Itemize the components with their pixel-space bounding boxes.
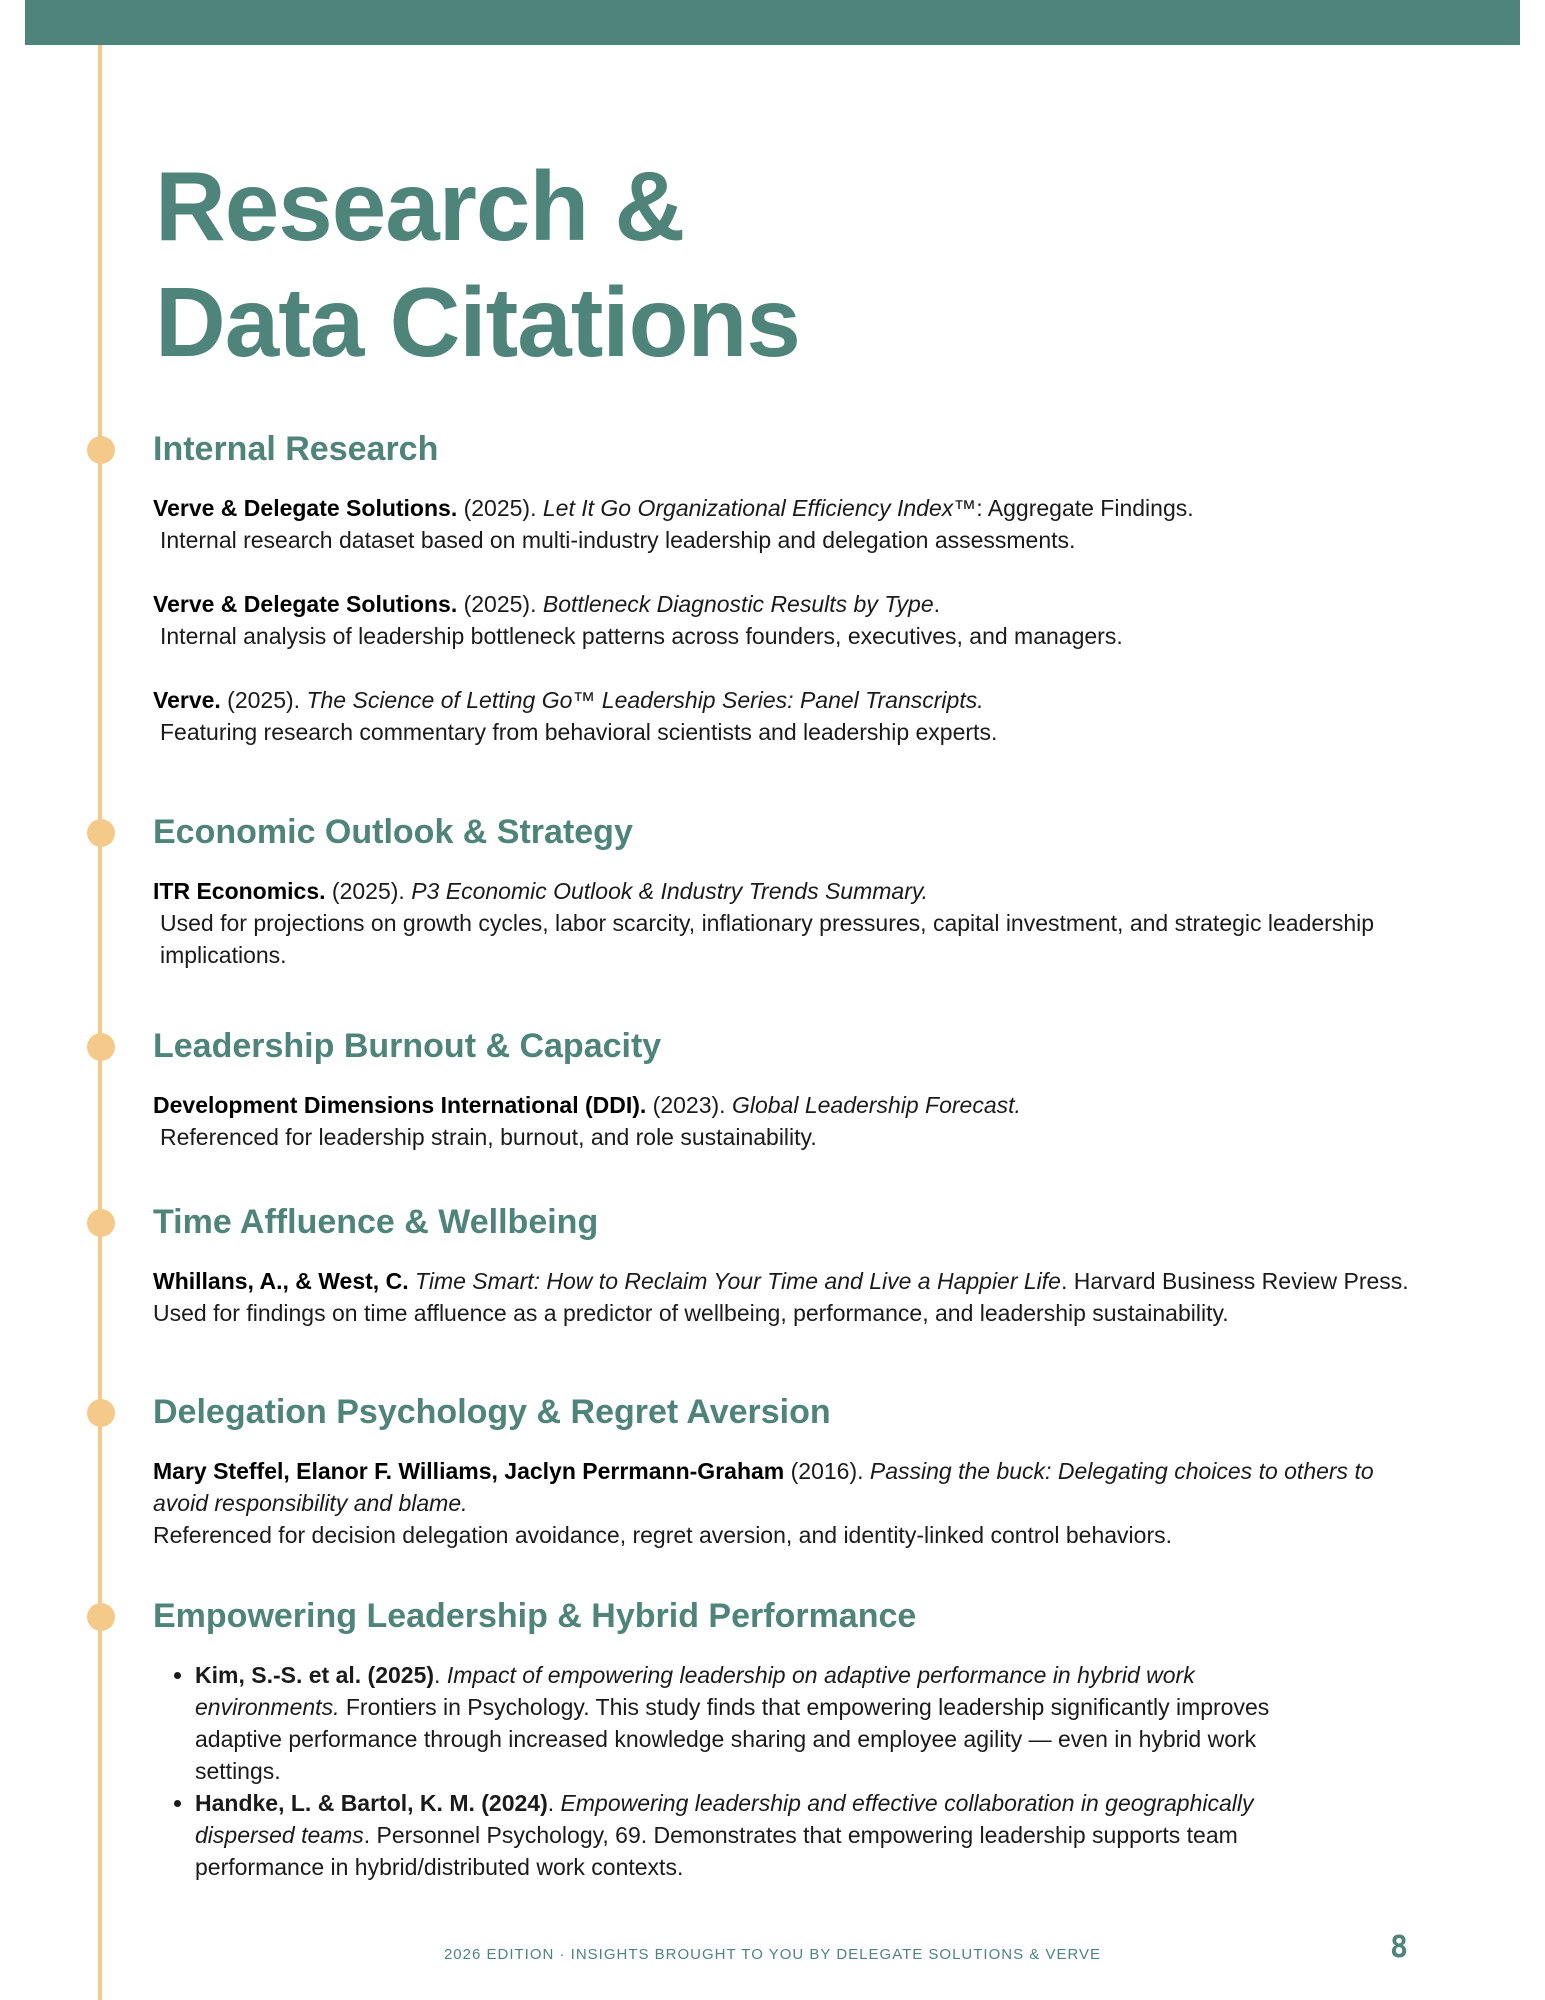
citation-sep: . xyxy=(547,1790,561,1816)
citation-rest: . xyxy=(933,591,941,617)
citation-note: Featuring research commentary from behavioral scientists and leadership experts. xyxy=(160,719,998,745)
citation-sep: . xyxy=(434,1662,447,1688)
citation-author: Verve & Delegate Solutions. xyxy=(153,495,458,521)
citation-note: Used for projections on growth cycles, labor scarcity, inflationary pressures, capital investment, and strategic leadership implications. xyxy=(160,910,1375,968)
citation-work: Time Smart: How to Reclaim Your Time and Live a Happier Life xyxy=(414,1268,1061,1294)
citation-author: Kim, S.-S. et al. (2025) xyxy=(195,1662,435,1688)
timeline-dot xyxy=(87,1033,115,1061)
citation-rest: . Personnel Psychology, 69. Demonstrates that empowering leadership supports team performance in hybrid/distributed work contexts. xyxy=(195,1822,1238,1880)
section-heading: Delegation Psychology & Regret Aversion xyxy=(153,1393,831,1431)
section-delegation-psychology xyxy=(153,1391,1413,1551)
citation-work: Impact of empowering leadership on adaptive performance in hybrid work environments. xyxy=(195,1662,1195,1720)
page-title xyxy=(155,148,800,380)
section-economic-outlook xyxy=(153,811,1413,971)
citation-note: Referenced for decision delegation avoidance, regret aversion, and identity-linked control behaviors. xyxy=(153,1522,1172,1548)
citation-entry xyxy=(153,588,1413,652)
section-heading: Internal Research xyxy=(153,430,439,468)
timeline-dot xyxy=(87,1603,115,1631)
citation-rest: : Aggregate Findings. xyxy=(976,495,1194,521)
citation-work: P3 Economic Outlook & Industry Trends Summary. xyxy=(411,878,929,904)
citation-work: The Science of Letting Go™ Leadership Series: Panel Transcripts. xyxy=(306,687,984,713)
section-heading: Economic Outlook & Strategy xyxy=(153,813,633,851)
section-heading: Leadership Burnout & Capacity xyxy=(153,1027,662,1065)
list-item xyxy=(195,1787,1303,1883)
section-internal-research xyxy=(153,428,1413,748)
citation-list xyxy=(153,1659,1303,1883)
citation-author: ITR Economics. xyxy=(153,878,326,904)
page-number: 8 xyxy=(1390,1930,1409,1965)
citation-author: Whillans, A., & West, C. xyxy=(153,1268,409,1294)
citation-work: Empowering leadership and effective collaboration in geographically dispersed teams xyxy=(195,1790,1254,1848)
section-heading: Time Affluence & Wellbeing xyxy=(153,1203,599,1241)
citation-year: (2025). xyxy=(220,687,307,713)
citation-entry xyxy=(153,1455,1413,1551)
citation-work: Bottleneck Diagnostic Results by Type xyxy=(542,591,934,617)
section-time-affluence xyxy=(153,1201,1413,1329)
citation-work: Let It Go Organizational Efficiency Index™ xyxy=(542,495,977,521)
citation-note: Internal research dataset based on multi-industry leadership and delegation assessments. xyxy=(160,527,1076,553)
citation-entry xyxy=(153,492,1413,556)
citation-author: Development Dimensions International (DDI). xyxy=(153,1092,647,1118)
citation-entry xyxy=(153,1265,1413,1329)
citation-work: Passing the buck: Delegating choices to others to avoid responsibility and blame. xyxy=(153,1458,1374,1516)
citation-year: (2025). xyxy=(325,878,412,904)
citation-year: (2025). xyxy=(457,591,543,617)
citation-author: Mary Steffel, Elanor F. Williams, Jaclyn Perrmann-Graham xyxy=(153,1458,785,1484)
timeline-dot xyxy=(87,1399,115,1427)
list-item xyxy=(195,1659,1303,1787)
citation-year: (2023). xyxy=(646,1092,732,1118)
citation-entry xyxy=(153,1089,1413,1153)
citation-year: (2016). xyxy=(784,1458,870,1484)
timeline-line xyxy=(98,45,102,2000)
page-title-line-1: Research & xyxy=(155,151,685,261)
citation-year: (2025). xyxy=(457,495,543,521)
citation-entry xyxy=(153,875,1413,971)
section-heading: Empowering Leadership & Hybrid Performance xyxy=(153,1597,917,1635)
citation-author: Verve & Delegate Solutions. xyxy=(153,591,458,617)
timeline-dot xyxy=(87,819,115,847)
section-leadership-burnout xyxy=(153,1025,1413,1153)
citation-rest: Frontiers in Psychology. This study finds that empowering leadership significantly improves adaptive performance through increased knowledge sharing and employee agility — even in hybrid work settings. xyxy=(195,1694,1270,1784)
timeline-dot xyxy=(87,1209,115,1237)
header-bar xyxy=(25,0,1520,45)
citation-note: Internal analysis of leadership bottleneck patterns across founders, executives, and managers. xyxy=(160,623,1123,649)
footer-text: 2026 EDITION · INSIGHTS BROUGHT TO YOU BY DELEGATE SOLUTIONS & VERVE xyxy=(443,1946,1102,1963)
citation-note: Referenced for leadership strain, burnout, and role sustainability. xyxy=(160,1124,817,1150)
page-title-line-2: Data Citations xyxy=(155,267,800,377)
timeline-dot xyxy=(87,436,115,464)
citation-rest: . Harvard Business Review Press. Used for findings on time affluence as a predictor of wellbeing, performance, and leadership sustainability. xyxy=(153,1268,1409,1326)
citation-entry xyxy=(153,684,1413,748)
citation-work: Global Leadership Forecast. xyxy=(731,1092,1021,1118)
citation-author: Handke, L. & Bartol, K. M. (2024) xyxy=(195,1790,548,1816)
section-empowering-leadership xyxy=(153,1595,1303,1883)
citation-author: Verve. xyxy=(153,687,221,713)
